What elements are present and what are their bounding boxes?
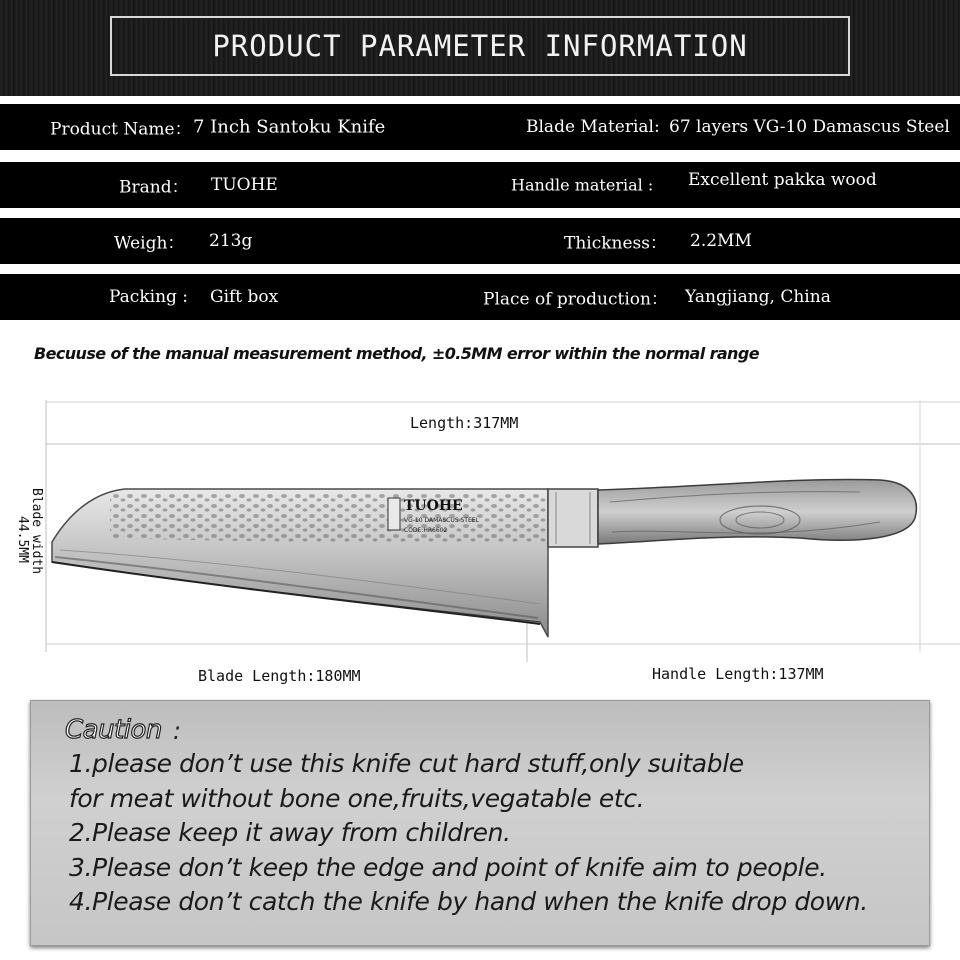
blade-width-label (6, 488, 46, 598)
caution-line: 4.Please don’t catch the knife by hand when the knife drop down. (69, 887, 868, 916)
caution-line: for meat without bone one,fruits,vegatable etc. (69, 784, 645, 813)
spec-value: Excellent pakka wood (688, 170, 877, 191)
spec-row-weight (0, 218, 960, 264)
spec-row-brand (0, 162, 960, 208)
spec-value: 67 layers VG-10 Damascus Steel (669, 117, 950, 137)
spec-label: Product Name： (50, 119, 192, 140)
blade-hammered-pattern (110, 492, 548, 543)
page-title: PRODUCT PARAMETER INFORMATION (212, 29, 748, 63)
spec-value: Yangjiang, China (685, 287, 831, 307)
header-frame (110, 16, 850, 76)
measurement-note: Becuuse of the manual measurement method, ±0.5MM error within the normal range (34, 344, 759, 363)
caution-title: Caution (65, 715, 162, 745)
spec-label: Handle material : (511, 175, 654, 195)
caution-panel (30, 700, 930, 946)
blade-model-text: CODE:HR6602 (404, 527, 448, 534)
spec-label: Brand： (119, 177, 189, 198)
blade-brand-mark: TUOHE (404, 498, 463, 514)
caution-colon: : (173, 717, 182, 745)
spec-value: 7 Inch Santoku Knife (193, 116, 386, 138)
spec-value: Gift box (210, 287, 279, 307)
blade-steel-text: VG-10 DAMASCUS STEEL (404, 517, 479, 524)
spec-label: Thickness： (564, 233, 668, 254)
spec-label: Weigh： (114, 233, 185, 254)
blade-length-label: Blade Length:180MM (198, 667, 361, 685)
blade-width-value: 44.5MM (15, 516, 30, 563)
header-banner (0, 0, 960, 96)
spec-value: 213g (209, 231, 253, 251)
spec-value: 2.2MM (690, 231, 752, 251)
handle-length-label: Handle Length:137MM (652, 665, 824, 683)
caution-line: 3.Please don’t keep the edge and point of knife aim to people. (69, 853, 827, 882)
spec-row-packing (0, 274, 960, 320)
caution-line: 2.Please keep it away from children. (69, 818, 511, 847)
knife-diagram (0, 392, 960, 692)
length-label: Length:317MM (410, 414, 519, 432)
spec-label: Blade Material: (526, 117, 660, 137)
brand-logo-box (388, 498, 400, 530)
blade-width-text: Blade width (29, 488, 44, 575)
caution-line: 1.please don’t use this knife cut hard stuff,only suitable (69, 749, 744, 778)
spec-row-product-name (0, 104, 960, 150)
spec-value: TUOHE (211, 175, 278, 195)
spec-label: Place of production： (483, 289, 668, 310)
spec-label: Packing : (109, 287, 189, 307)
